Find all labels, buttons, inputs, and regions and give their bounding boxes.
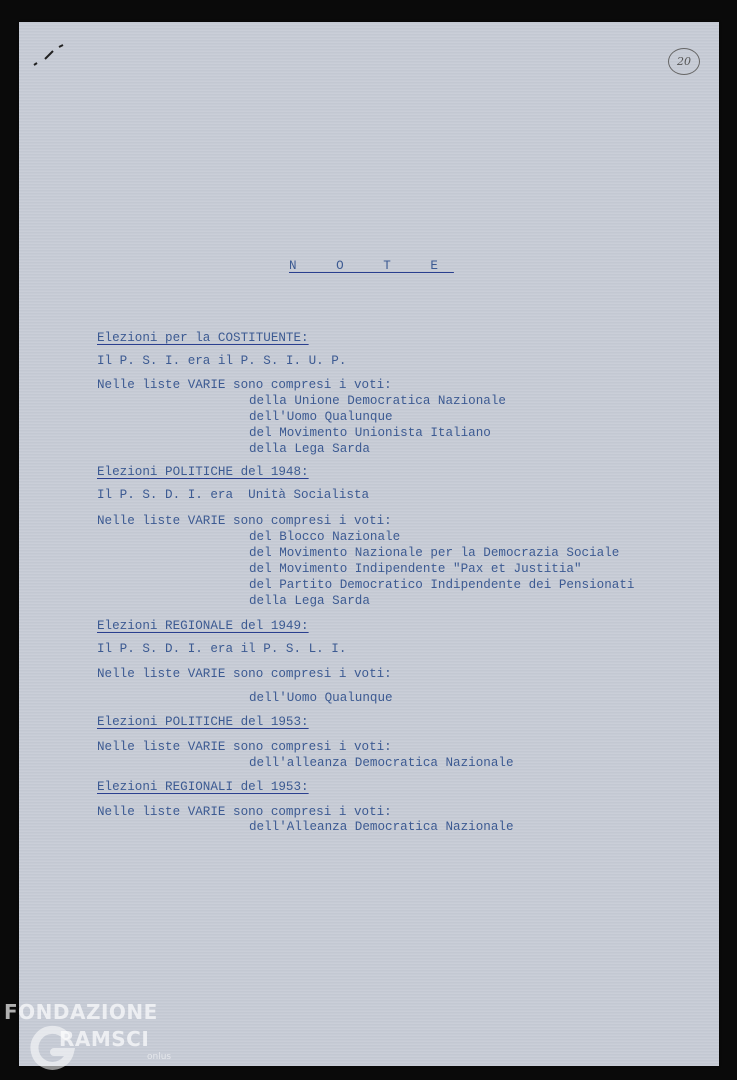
list-item: della Unione Democratica Nazionale [249, 394, 506, 408]
varie-intro: Nelle liste VARIE sono compresi i voti: [97, 805, 392, 819]
page-number: 20 [668, 48, 700, 75]
varie-intro: Nelle liste VARIE sono compresi i voti: [97, 378, 392, 392]
list-item: del Partito Democratico Indipendente dei Pensionati [249, 578, 635, 592]
list-item: dell'alleanza Democratica Nazionale [249, 756, 514, 770]
watermark-line-3: onlus [147, 1052, 172, 1062]
section-heading-regionali-1953: Elezioni REGIONALI del 1953: [97, 780, 309, 794]
varie-intro: Nelle liste VARIE sono compresi i voti: [97, 740, 392, 754]
varie-intro: Nelle liste VARIE sono compresi i voti: [97, 514, 392, 528]
section-heading-politiche-1948: Elezioni POLITICHE del 1948: [97, 465, 309, 479]
watermark-line-1: FONDAZIONE [4, 1000, 158, 1024]
list-item: dell'Alleanza Democratica Nazionale [249, 820, 514, 834]
section-heading-politiche-1953: Elezioni POLITICHE del 1953: [97, 715, 309, 729]
list-item: del Blocco Nazionale [249, 530, 401, 544]
list-item: dell'Uomo Qualunque [249, 410, 393, 424]
list-item: del Movimento Indipendente "Pax et Justitia" [249, 562, 582, 576]
list-item: dell'Uomo Qualunque [249, 691, 393, 705]
list-item: della Lega Sarda [249, 594, 370, 608]
pencil-mark-icon [31, 41, 69, 69]
varie-intro: Nelle liste VARIE sono compresi i voti: [97, 667, 392, 681]
section-heading-regionale-1949: Elezioni REGIONALE del 1949: [97, 619, 309, 633]
section-note: Il P. S. D. I. era Unità Socialista [97, 488, 370, 502]
watermark-line-2: RAMSCI [59, 1027, 150, 1051]
section-heading-costituente: Elezioni per la COSTITUENTE: [97, 331, 309, 345]
list-item: del Movimento Nazionale per la Democrazia Sociale [249, 546, 620, 560]
list-item: della Lega Sarda [249, 442, 370, 456]
watermark-logo [4, 1000, 184, 1080]
list-item: del Movimento Unionista Italiano [249, 426, 491, 440]
page-title: N O T E [289, 259, 454, 273]
section-note: Il P. S. D. I. era il P. S. L. I. [97, 642, 347, 656]
section-note: Il P. S. I. era il P. S. I. U. P. [97, 354, 347, 368]
document-page [19, 22, 719, 1066]
